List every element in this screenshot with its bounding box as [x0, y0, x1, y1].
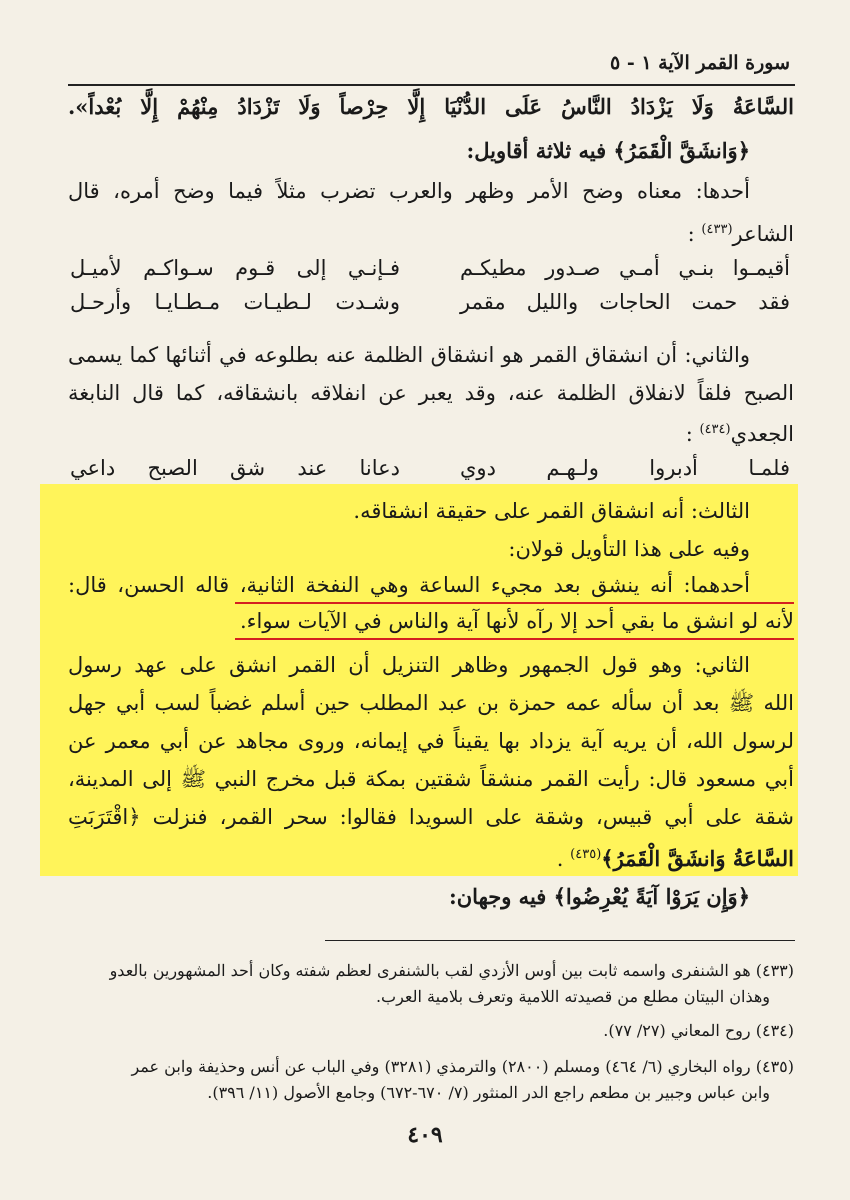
header-rule [68, 84, 795, 86]
footnote-ref: (٤٣٣) [701, 222, 733, 237]
footnote-rule [325, 940, 795, 941]
text-span: الجعدي [730, 422, 794, 446]
text-line: شقة على أبي قبيس، وشقة على السويدا فقالوا: سحر القمر، فنزلت ﴿اقْتَرَبَتِ [68, 805, 794, 829]
poem-hemistich: فـإنـي إلى قـوم سـواكـم لأميـل [70, 256, 400, 280]
text-span: : [687, 222, 695, 246]
text-line: أحدها: معناه وضح الأمر وظهر والعرب تضرب مثلاً فيما وضح أمره، قال [68, 179, 750, 203]
text-line: الثاني: وهو قول الجمهور وظاهر التنزيل أن القمر انشق على عهد رسول [68, 653, 750, 677]
text-line: الثالث: أنه انشقاق القمر على حقيقة انشقاقه. [353, 499, 750, 523]
text-line: لرسول الله، أن يريه آية يزداد بها يقيناً في إيمانه، وروى مجاهد عن أبي معمر عن [68, 729, 794, 753]
text-span: . [556, 847, 564, 871]
text-line [68, 840, 794, 874]
text-line: الله ﷺ بعد أن سأله عمه حمزة بن عبد المطلب حين أسلم غضباً لسب أبي جهل [68, 691, 794, 715]
footnote: (٤٣٣) هو الشنفرى واسمه ثابت بين أوس الأزدي لقب بالشنفرى لعظم شفته وكان أحد المشهورين بالعدو [109, 961, 794, 980]
poem-hemistich: دعانا عند شق الصبح داعي [70, 456, 400, 480]
verse-quote: ﴿وَإِن يَرَوْا آيَةً يُعْرِضُوا﴾ فيه وجهان: [449, 884, 750, 909]
poem-hemistich: فقد حمت الحاجات والليل مقمر [460, 290, 790, 314]
footnote: وهذان البيتان مطلع من قصيدته اللامية وتعرف بلامية العرب. [375, 987, 770, 1006]
footnote: (٤٣٤) روح المعاني (٢٧/ ٧٧). [603, 1021, 794, 1040]
red-underline [235, 602, 794, 604]
text-span: الشاعر [732, 222, 794, 246]
running-header: سورة القمر الآية ١ - ٥ [609, 52, 790, 74]
text-line [68, 882, 750, 912]
text-line: الصبح فلقاً لانفلاق الظلمة عنه، وقد يعبر عن انفلاقه بانشقاقه، كما قال النابغة [68, 381, 794, 405]
poem-hemistich: وشـدت لـطيـات مـطـايـا وأرحـل [70, 290, 400, 314]
text-line [68, 415, 794, 449]
text-line: السَّاعَةُ وَلَا يَزْدَادُ النَّاسُ عَلَى الدُّنْيَا إِلَّا حِرْصاً وَلَا تَزْدَادُ مِنْهُمْ إِلَّا بُعْداً». [68, 94, 794, 119]
text-line [68, 215, 794, 249]
verse-quote: ﴿وَانشَقَّ الْقَمَرُ﴾ فيه ثلاثة أقاويل: [466, 138, 750, 163]
footnote-ref: (٤٣٥) [570, 847, 602, 862]
text-line [68, 136, 750, 166]
footnote-ref: (٤٣٤) [699, 422, 731, 437]
footnote: وابن عباس وجبير بن مطعم راجع الدر المنثور (٧/ ٦٧٠-٦٧٢) وجامع الأصول (١١/ ٣٩٦). [207, 1083, 770, 1102]
footnote: (٤٣٥) رواه البخاري (٦/ ٤٦٤) ومسلم (٢٨٠٠) والترمذي (٣٢٨١) وفي الباب عن أنس وحذيفة وابن عمر [131, 1057, 794, 1076]
text-line: وفيه على هذا التأويل قولان: [508, 537, 750, 561]
verse-quote: السَّاعَةُ وَانشَقَّ الْقَمَرُ﴾ [601, 846, 794, 871]
page-number: ٤٠٩ [407, 1122, 443, 1148]
text-line: لأنه لو انشق ما بقي أحد إلا رآه لأنها آية والناس في الآيات سواء. [240, 609, 794, 633]
poem-hemistich: فلمـا أدبروا ولـهـم دوي [460, 456, 790, 480]
text-line: والثاني: أن انشقاق القمر هو انشقاق الظلمة عنه بطلوعه في أثنائها كما يسمى [68, 343, 750, 367]
text-line: أبي مسعود قال: رأيت القمر منشقاً شقتين بمكة قبل مخرج النبي ﷺ إلى المدينة، [68, 767, 794, 791]
text-line: أحدهما: أنه ينشق بعد مجيء الساعة وهي النفخة الثانية، قاله الحسن، قال: [68, 573, 750, 597]
red-underline [235, 638, 794, 640]
poem-hemistich: أقيمـوا بنـي أمـي صـدور مطيكـم [460, 256, 790, 280]
text-span: : [685, 422, 693, 446]
